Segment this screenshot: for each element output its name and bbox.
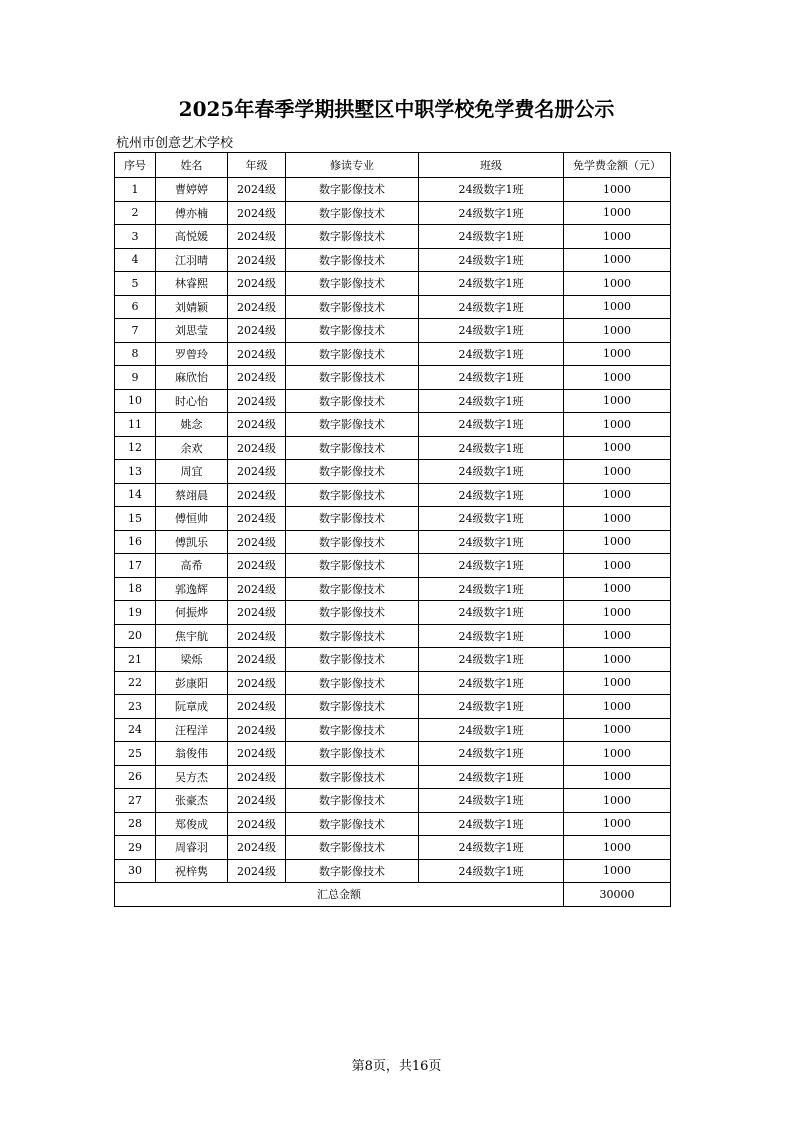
cell-class: 24级数字1班 [419, 742, 564, 766]
page-number: 第8页，共16页 [351, 1059, 442, 1074]
cell-name: 傅恒帅 [156, 507, 228, 531]
cell-amount: 1000 [564, 554, 671, 578]
cell-grade: 2024级 [228, 389, 286, 413]
cell-name: 姚念 [156, 413, 228, 437]
cell-class: 24级数字1班 [419, 460, 564, 484]
cell-grade: 2024级 [228, 436, 286, 460]
cell-grade: 2024级 [228, 765, 286, 789]
total-row [115, 883, 671, 907]
cell-index: 26 [115, 765, 156, 789]
cell-name: 傅亦楠 [156, 201, 228, 225]
header-amount: 免学费金额（元） [564, 153, 671, 178]
cell-major: 数字影像技术 [286, 366, 419, 390]
cell-amount: 1000 [564, 413, 671, 437]
cell-class: 24级数字1班 [419, 695, 564, 719]
cell-amount: 1000 [564, 648, 671, 672]
cell-amount: 1000 [564, 836, 671, 860]
cell-name: 曹婷婷 [156, 178, 228, 202]
cell-class: 24级数字1班 [419, 718, 564, 742]
table-row [115, 319, 671, 343]
cell-class: 24级数字1班 [419, 413, 564, 437]
cell-grade: 2024级 [228, 319, 286, 343]
cell-grade: 2024级 [228, 225, 286, 249]
cell-class: 24级数字1班 [419, 601, 564, 625]
cell-name: 张豪杰 [156, 789, 228, 813]
cell-amount: 1000 [564, 765, 671, 789]
cell-amount: 1000 [564, 295, 671, 319]
cell-amount: 1000 [564, 248, 671, 272]
cell-grade: 2024级 [228, 648, 286, 672]
cell-major: 数字影像技术 [286, 671, 419, 695]
cell-name: 阮章成 [156, 695, 228, 719]
cell-major: 数字影像技术 [286, 295, 419, 319]
cell-grade: 2024级 [228, 577, 286, 601]
cell-amount: 1000 [564, 225, 671, 249]
cell-index: 13 [115, 460, 156, 484]
cell-grade: 2024级 [228, 624, 286, 648]
total-label: 汇总金额 [115, 883, 564, 907]
cell-index: 28 [115, 812, 156, 836]
cell-index: 17 [115, 554, 156, 578]
cell-name: 吴方杰 [156, 765, 228, 789]
cell-amount: 1000 [564, 695, 671, 719]
cell-class: 24级数字1班 [419, 624, 564, 648]
cell-index: 24 [115, 718, 156, 742]
cell-class: 24级数字1班 [419, 507, 564, 531]
cell-index: 20 [115, 624, 156, 648]
table-row [115, 648, 671, 672]
cell-class: 24级数字1班 [419, 389, 564, 413]
cell-index: 10 [115, 389, 156, 413]
table-row [115, 483, 671, 507]
table-row [115, 718, 671, 742]
cell-class: 24级数字1班 [419, 248, 564, 272]
cell-amount: 1000 [564, 742, 671, 766]
cell-major: 数字影像技术 [286, 413, 419, 437]
cell-grade: 2024级 [228, 530, 286, 554]
cell-index: 2 [115, 201, 156, 225]
cell-name: 郭逸辉 [156, 577, 228, 601]
cell-major: 数字影像技术 [286, 789, 419, 813]
cell-amount: 1000 [564, 483, 671, 507]
cell-class: 24级数字1班 [419, 530, 564, 554]
cell-index: 15 [115, 507, 156, 531]
table-body [115, 178, 671, 883]
table-row [115, 742, 671, 766]
fee-waiver-table [114, 152, 671, 907]
cell-grade: 2024级 [228, 178, 286, 202]
cell-index: 23 [115, 695, 156, 719]
cell-amount: 1000 [564, 201, 671, 225]
table-row [115, 295, 671, 319]
cell-class: 24级数字1班 [419, 225, 564, 249]
cell-name: 罗曾玲 [156, 342, 228, 366]
header-name: 姓名 [156, 153, 228, 178]
cell-class: 24级数字1班 [419, 319, 564, 343]
cell-index: 5 [115, 272, 156, 296]
cell-class: 24级数字1班 [419, 671, 564, 695]
cell-grade: 2024级 [228, 836, 286, 860]
cell-amount: 1000 [564, 507, 671, 531]
cell-index: 3 [115, 225, 156, 249]
cell-name: 周睿羽 [156, 836, 228, 860]
cell-name: 傅凯乐 [156, 530, 228, 554]
cell-index: 25 [115, 742, 156, 766]
table-row [115, 178, 671, 202]
cell-grade: 2024级 [228, 695, 286, 719]
cell-name: 余欢 [156, 436, 228, 460]
cell-index: 22 [115, 671, 156, 695]
cell-major: 数字影像技术 [286, 272, 419, 296]
cell-amount: 1000 [564, 342, 671, 366]
cell-grade: 2024级 [228, 601, 286, 625]
cell-index: 14 [115, 483, 156, 507]
cell-name: 祝梓隽 [156, 859, 228, 883]
cell-class: 24级数字1班 [419, 765, 564, 789]
cell-grade: 2024级 [228, 742, 286, 766]
cell-major: 数字影像技术 [286, 601, 419, 625]
cell-class: 24级数字1班 [419, 859, 564, 883]
table-row [115, 812, 671, 836]
cell-amount: 1000 [564, 624, 671, 648]
table-row [115, 413, 671, 437]
cell-grade: 2024级 [228, 460, 286, 484]
cell-name: 梁烁 [156, 648, 228, 672]
cell-major: 数字影像技术 [286, 742, 419, 766]
cell-amount: 1000 [564, 389, 671, 413]
cell-major: 数字影像技术 [286, 577, 419, 601]
cell-grade: 2024级 [228, 483, 286, 507]
table-row [115, 460, 671, 484]
cell-amount: 1000 [564, 530, 671, 554]
cell-major: 数字影像技术 [286, 248, 419, 272]
cell-index: 19 [115, 601, 156, 625]
cell-amount: 1000 [564, 366, 671, 390]
table-row [115, 836, 671, 860]
cell-major: 数字影像技术 [286, 836, 419, 860]
cell-name: 高希 [156, 554, 228, 578]
cell-name: 林睿熙 [156, 272, 228, 296]
cell-class: 24级数字1班 [419, 436, 564, 460]
table-row [115, 366, 671, 390]
cell-class: 24级数字1班 [419, 366, 564, 390]
table-row [115, 554, 671, 578]
cell-index: 21 [115, 648, 156, 672]
table-row [115, 436, 671, 460]
cell-class: 24级数字1班 [419, 554, 564, 578]
cell-index: 1 [115, 178, 156, 202]
table-row [115, 272, 671, 296]
total-amount: 30000 [564, 883, 671, 907]
cell-major: 数字影像技术 [286, 648, 419, 672]
table-row [115, 507, 671, 531]
cell-class: 24级数字1班 [419, 812, 564, 836]
cell-class: 24级数字1班 [419, 836, 564, 860]
header-grade: 年级 [228, 153, 286, 178]
cell-grade: 2024级 [228, 248, 286, 272]
cell-grade: 2024级 [228, 201, 286, 225]
header-major: 修读专业 [286, 153, 419, 178]
table-row [115, 859, 671, 883]
school-name: 杭州市创意艺术学校 [116, 136, 234, 151]
cell-class: 24级数字1班 [419, 342, 564, 366]
cell-index: 27 [115, 789, 156, 813]
cell-major: 数字影像技术 [286, 201, 419, 225]
table-row [115, 530, 671, 554]
table-row [115, 342, 671, 366]
cell-amount: 1000 [564, 178, 671, 202]
cell-major: 数字影像技术 [286, 765, 419, 789]
cell-index: 6 [115, 295, 156, 319]
cell-amount: 1000 [564, 812, 671, 836]
cell-major: 数字影像技术 [286, 812, 419, 836]
cell-name: 焦宇航 [156, 624, 228, 648]
cell-amount: 1000 [564, 460, 671, 484]
table-row [115, 225, 671, 249]
cell-index: 9 [115, 366, 156, 390]
cell-major: 数字影像技术 [286, 624, 419, 648]
cell-index: 30 [115, 859, 156, 883]
cell-amount: 1000 [564, 319, 671, 343]
cell-class: 24级数字1班 [419, 483, 564, 507]
cell-grade: 2024级 [228, 272, 286, 296]
cell-index: 12 [115, 436, 156, 460]
cell-name: 高悦媛 [156, 225, 228, 249]
cell-grade: 2024级 [228, 671, 286, 695]
cell-name: 刘思莹 [156, 319, 228, 343]
cell-name: 汪程洋 [156, 718, 228, 742]
cell-amount: 1000 [564, 718, 671, 742]
cell-name: 彭康阳 [156, 671, 228, 695]
cell-grade: 2024级 [228, 507, 286, 531]
cell-major: 数字影像技术 [286, 225, 419, 249]
cell-name: 何振烨 [156, 601, 228, 625]
table-row [115, 765, 671, 789]
cell-major: 数字影像技术 [286, 483, 419, 507]
cell-amount: 1000 [564, 859, 671, 883]
document-title: 2025年春季学期拱墅区中职学校免学费名册公示 [178, 97, 615, 121]
cell-amount: 1000 [564, 272, 671, 296]
cell-amount: 1000 [564, 436, 671, 460]
cell-index: 7 [115, 319, 156, 343]
cell-class: 24级数字1班 [419, 178, 564, 202]
cell-major: 数字影像技术 [286, 507, 419, 531]
cell-index: 4 [115, 248, 156, 272]
cell-name: 翁俊伟 [156, 742, 228, 766]
cell-amount: 1000 [564, 601, 671, 625]
table-header-row [115, 153, 671, 178]
cell-index: 29 [115, 836, 156, 860]
cell-index: 18 [115, 577, 156, 601]
cell-major: 数字影像技术 [286, 389, 419, 413]
cell-major: 数字影像技术 [286, 342, 419, 366]
cell-grade: 2024级 [228, 413, 286, 437]
cell-major: 数字影像技术 [286, 436, 419, 460]
table-row [115, 695, 671, 719]
cell-index: 16 [115, 530, 156, 554]
cell-class: 24级数字1班 [419, 577, 564, 601]
header-index: 序号 [115, 153, 156, 178]
cell-grade: 2024级 [228, 789, 286, 813]
cell-name: 刘婧颖 [156, 295, 228, 319]
cell-name: 周宜 [156, 460, 228, 484]
cell-name: 时心怡 [156, 389, 228, 413]
cell-name: 郑俊成 [156, 812, 228, 836]
table-row [115, 601, 671, 625]
table-row [115, 671, 671, 695]
cell-class: 24级数字1班 [419, 295, 564, 319]
cell-grade: 2024级 [228, 859, 286, 883]
cell-class: 24级数字1班 [419, 201, 564, 225]
table-row [115, 389, 671, 413]
cell-major: 数字影像技术 [286, 460, 419, 484]
cell-major: 数字影像技术 [286, 319, 419, 343]
cell-class: 24级数字1班 [419, 789, 564, 813]
table-row [115, 577, 671, 601]
cell-major: 数字影像技术 [286, 695, 419, 719]
cell-index: 8 [115, 342, 156, 366]
cell-amount: 1000 [564, 577, 671, 601]
cell-amount: 1000 [564, 789, 671, 813]
cell-grade: 2024级 [228, 718, 286, 742]
cell-major: 数字影像技术 [286, 178, 419, 202]
cell-grade: 2024级 [228, 295, 286, 319]
cell-name: 江羽晴 [156, 248, 228, 272]
cell-index: 11 [115, 413, 156, 437]
cell-class: 24级数字1班 [419, 648, 564, 672]
cell-grade: 2024级 [228, 812, 286, 836]
cell-amount: 1000 [564, 671, 671, 695]
cell-major: 数字影像技术 [286, 554, 419, 578]
cell-major: 数字影像技术 [286, 718, 419, 742]
header-class: 班级 [419, 153, 564, 178]
table-row [115, 789, 671, 813]
cell-grade: 2024级 [228, 342, 286, 366]
cell-name: 麻欣怡 [156, 366, 228, 390]
cell-major: 数字影像技术 [286, 530, 419, 554]
table-row [115, 624, 671, 648]
cell-major: 数字影像技术 [286, 859, 419, 883]
cell-class: 24级数字1班 [419, 272, 564, 296]
table-row [115, 201, 671, 225]
cell-grade: 2024级 [228, 554, 286, 578]
cell-name: 蔡翊晨 [156, 483, 228, 507]
cell-grade: 2024级 [228, 366, 286, 390]
table-row [115, 248, 671, 272]
